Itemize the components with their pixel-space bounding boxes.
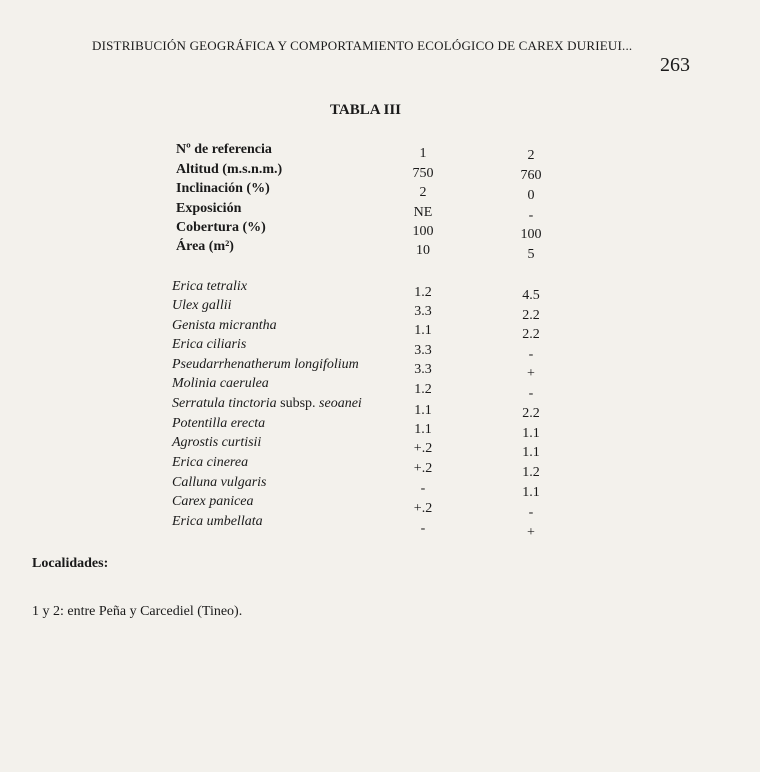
species-name [172,514,263,530]
species-cell-col2: 1.1 [522,485,540,500]
species-cell-col1: 1.1 [414,403,432,418]
species-name [172,376,269,392]
species-cell-col1: 1.1 [414,323,432,338]
species-name [172,337,246,353]
species-cell-col2: + [527,525,535,540]
species-cell-col2: 2.2 [522,308,540,323]
header-row-label: Inclinación (%) [176,181,270,196]
page-number: 263 [660,54,690,76]
species-name [172,455,248,471]
species-cell-col2: 2.2 [522,327,540,342]
header-cell-col2: - [528,208,534,223]
species-name-text: Genista micrantha [172,318,277,333]
species-cell-col2: - [528,347,534,362]
header-cell-col2: 5 [527,247,535,262]
localidades-text: 1 y 2: entre Peña y Carcediel (Tineo). [32,604,243,619]
species-cell-col1: 3.3 [414,362,432,377]
species-cell-col1: 3.3 [414,343,432,358]
species-cell-col1: - [420,481,426,496]
species-cell-col2: - [528,505,534,520]
header-cell-col2: 100 [520,227,542,242]
species-name-text: Serratula tinctoria [172,396,277,411]
species-cell-col1: 1.2 [414,285,432,300]
header-cell-col1: NE [413,205,433,220]
species-name-text: Calluna vulgaris [172,475,267,490]
species-cell-col1: 1.2 [414,382,432,397]
species-cell-col2: 1.2 [522,465,540,480]
species-name [172,357,359,373]
header-row-label: Nº de referencia [176,142,272,157]
header-cell-col2: 760 [520,168,542,183]
species-name-text: Erica cinerea [172,455,249,470]
species-cell-col2: 1.1 [522,445,540,460]
species-name [172,416,265,432]
species-cell-col1: - [420,521,426,536]
species-cell-col1: 1.1 [414,422,432,437]
species-name-text: Carex panicea [172,494,254,509]
header-cell-col1: 1 [419,146,427,161]
header-cell-col2: 2 [527,148,535,163]
header-row-label: Área (m²) [176,239,234,254]
species-name-text: Agrostis curtisii [172,435,262,450]
species-name [172,435,261,451]
species-name-text: Ulex gallii [172,298,232,313]
species-name-text: Potentilla erecta [172,416,266,431]
species-name [172,298,232,314]
species-subsp-text: subsp. [276,396,320,411]
species-name [172,396,362,412]
species-name [172,318,277,334]
localidades-heading: Localidades: [32,556,109,571]
species-cell-col2: + [527,366,535,381]
species-name [172,279,247,295]
species-cell-col1: 3.3 [414,304,432,319]
species-name-text: Erica ciliaris [172,337,247,352]
species-name-text: Erica umbellata [172,514,263,529]
header-cell-col1: 10 [416,243,430,258]
header-cell-col2: 0 [527,188,535,203]
header-cell-col1: 750 [412,166,434,181]
species-cell-col2: 2.2 [522,406,540,421]
header-cell-col1: 100 [412,224,434,239]
species-name-text: Molinia caerulea [172,376,269,391]
species-subsp-epithet: seoanei [319,396,362,411]
species-cell-col1: +.2 [413,441,433,456]
species-name [172,494,254,510]
species-cell-col1: +.2 [413,461,433,476]
species-name [172,475,267,491]
species-name-text: Erica tetralix [172,279,248,294]
species-cell-col2: 4.5 [522,288,540,303]
species-cell-col2: 1.1 [522,426,540,441]
running-title: DISTRIBUCIÓN GEOGRÁFICA Y COMPORTAMIENTO ECOLÓGICO DE CAREX DURIEUI... [92,38,633,53]
header-row-label: Cobertura (%) [176,220,266,235]
table-title: TABLA III [330,102,402,118]
header-row-label: Exposición [176,201,242,216]
species-cell-col1: +.2 [413,501,433,516]
header-cell-col1: 2 [419,185,427,200]
species-name-text: Pseudarrhenatherum longifolium [172,357,359,372]
species-cell-col2: - [528,386,534,401]
header-row-label: Altitud (m.s.n.m.) [176,162,283,177]
